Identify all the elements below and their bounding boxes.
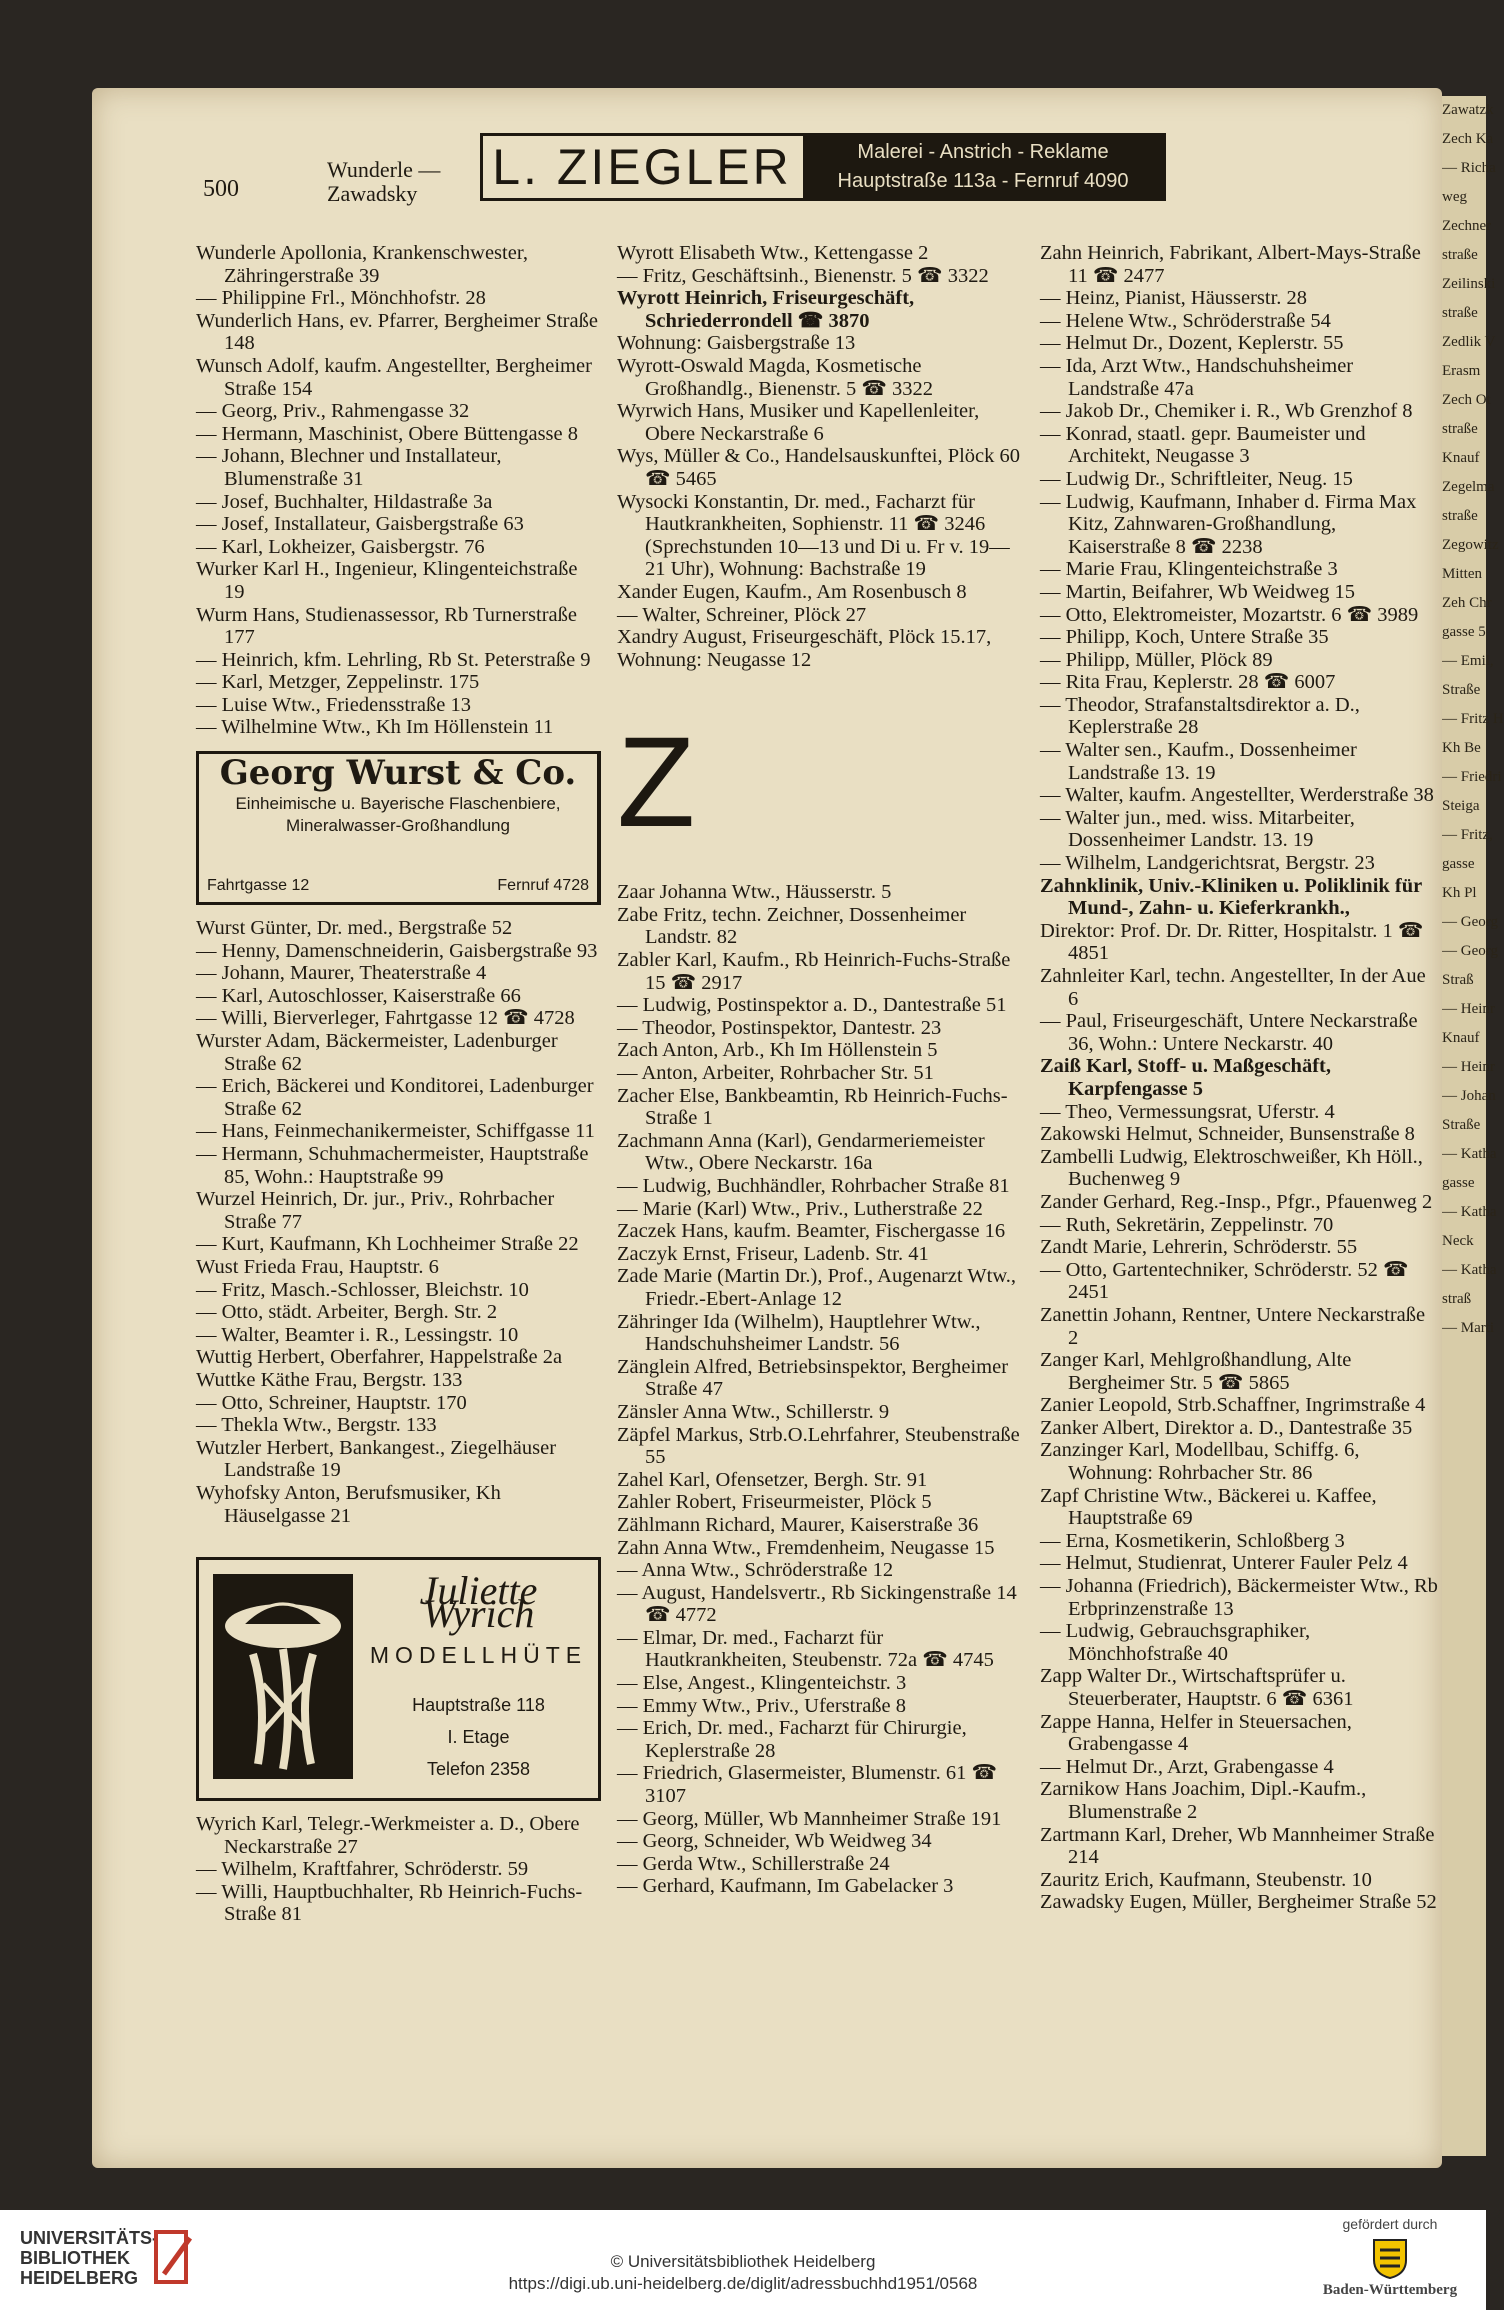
wurst-description: Einheimische u. Bayerische Flaschenbiere, Mineralwasser-Großhandlung [235, 793, 561, 835]
adjacent-page-fragment: — Heinr [1442, 1059, 1495, 1075]
funded-by-label: gefördert durch [1342, 2216, 1438, 2232]
adjacent-page-fragment: Straße [1442, 1117, 1481, 1133]
directory-entry: — Erich, Bäckerei und Konditorei, Ladenburger Straße 62 [196, 1075, 594, 1120]
adjacent-page-fragment: Steiga [1442, 798, 1480, 814]
directory-entry: — Karl, Lokheizer, Gaisbergstr. 76 [196, 535, 485, 558]
adjacent-page-fragment: Kh Be [1442, 740, 1481, 756]
directory-entry: — Helene Wtw., Schröderstraße 54 [1040, 309, 1331, 332]
directory-entry: — Philipp, Müller, Plöck 89 [1040, 648, 1273, 671]
directory-entry: Zaar Johanna Wtw., Häusserstr. 5 [617, 881, 892, 904]
directory-entry: Wurker Karl H., Ingenieur, Klingenteichstraße 19 [196, 558, 578, 603]
directory-entry: Zahnklinik, Univ.-Kliniken u. Poliklinik für Mund-, Zahn- u. Kieferkrankh., [1040, 874, 1422, 920]
directory-entry: Wunsch Adolf, kaufm. Angestellter, Bergheimer Straße 154 [196, 354, 592, 400]
directory-entry: Wurm Hans, Studienassessor, Rb Turnerstraße 177 [196, 603, 577, 649]
entries-col1-a [196, 242, 601, 739]
source-url[interactable]: https://digi.ub.uni-heidelberg.de/diglit/adressbuchhd1951/0568 [508, 2274, 978, 2293]
directory-entry: — Gerhard, Kaufmann, Im Gabelacker 3 [617, 1875, 954, 1898]
directory-entry: — Gerda Wtw., Schillerstraße 24 [617, 1852, 890, 1875]
directory-entry: Zartmann Karl, Dreher, Wb Mannheimer Straße 214 [1040, 1823, 1435, 1869]
directory-entry: Wohnung: Gaisbergstraße 13 [617, 332, 856, 355]
adjacent-page-fragment: straße [1442, 508, 1478, 524]
directory-entry: Wurst Günter, Dr. med., Bergstraße 52 [196, 917, 513, 940]
entries-col1-c [196, 1813, 601, 1926]
directory-entry: Wunderlich Hans, ev. Pfarrer, Bergheimer Straße 148 [196, 309, 598, 355]
directory-entry: — Friedrich, Glasermeister, Blumenstr. 61 ☎ 3107 [617, 1762, 997, 1808]
directory-entry: — Henny, Damenschneiderin, Gaisbergstraße 93 [196, 939, 598, 962]
adjacent-page-fragment: Erasm [1442, 363, 1481, 379]
directory-entry: Zade Marie (Martin Dr.), Prof., Augenarzt Wtw., Friedr.-Ebert-Anlage 12 [617, 1265, 1017, 1310]
entries-col2-a [617, 242, 1027, 671]
directory-entry: — Philipp, Koch, Untere Straße 35 [1040, 626, 1329, 649]
directory-entry: — Johanna (Friedrich), Bäckermeister Wtw., Rb Erbprinzenstraße 13 [1040, 1575, 1438, 1620]
directory-entry: — Philippine Frl., Mönchhofstr. 28 [196, 287, 486, 310]
section-letter: Z [617, 711, 696, 855]
directory-entry: — August, Handelsvertr., Rb Sickingenstraße 14 ☎ 4772 [617, 1581, 1017, 1627]
adjacent-page-fragment: Straße [1442, 682, 1481, 698]
adjacent-page-fragment: Zeh Chr [1442, 595, 1492, 611]
directory-entry: — Otto, Elektromeister, Mozartstr. 6 ☎ 3989 [1040, 603, 1419, 626]
directory-entry: — Paul, Friseurgeschäft, Untere Neckarstraße 36, Wohn.: Untere Neckarstr. 40 [1040, 1010, 1418, 1055]
directory-entry: — Helmut, Studienrat, Unterer Fauler Pelz 4 [1040, 1552, 1408, 1575]
directory-entry: Zahel Karl, Ofensetzer, Bergh. Str. 91 [617, 1468, 928, 1491]
directory-entry: Zählmann Richard, Maurer, Kaiserstraße 36 [617, 1513, 979, 1536]
directory-entry: — Martin, Beifahrer, Wb Weidweg 15 [1040, 580, 1356, 603]
state-name: Baden-Württemberg [1322, 2282, 1458, 2298]
adjacent-page-fragment: Kh Pl [1442, 885, 1477, 901]
library-line: BIBLIOTHEK [20, 2248, 130, 2268]
wurst-address: Fahrtgasse 12 [207, 877, 310, 895]
directory-entry: Zaczek Hans, kaufm. Beamter, Fischergasse 16 [617, 1220, 1006, 1243]
adjacent-page-fragment: — Katha [1442, 1262, 1497, 1278]
directory-entry: — Thekla Wtw., Bergstr. 133 [196, 1414, 437, 1437]
page-number: 500 [203, 176, 239, 202]
wurst-footer [207, 875, 589, 898]
directory-entry: — Josef, Installateur, Gaisbergstraße 63 [196, 513, 524, 536]
funding-credit [1310, 2216, 1470, 2299]
directory-entry: Zäpfel Markus, Strb.O.Lehrfahrer, Steubenstraße 55 [617, 1423, 1020, 1469]
directory-entry: — Johann, Maurer, Theaterstraße 4 [196, 962, 487, 985]
adjacent-page-fragment: Zech Ka [1442, 131, 1494, 147]
adjacent-page-fragment: — Marti [1442, 1320, 1495, 1336]
adjacent-page-fragment: Neck [1442, 1233, 1474, 1249]
adjacent-page-fragment: straß [1442, 1291, 1472, 1307]
directory-entry: Wyrott Heinrich, Friseurgeschäft, Schriederrondell ☎ 3870 [617, 287, 915, 332]
adjacent-page-fragment: Zeilinski [1442, 276, 1496, 292]
directory-entry: — Walter sen., Kaufm., Dossenheimer Landstraße 13. 19 [1040, 739, 1357, 784]
adjacent-page-fragment: Knauf [1442, 450, 1480, 466]
directory-entry: Zambelli Ludwig, Elektroschweißer, Kh Höll., Buchenweg 9 [1040, 1145, 1423, 1191]
directory-entry: — Otto, Schreiner, Hauptstr. 170 [196, 1391, 467, 1414]
adjacent-page-fragment: Zech Ot [1442, 392, 1491, 408]
wurst-advertisement [196, 751, 601, 905]
directory-entry: Zahnleiter Karl, techn. Angestellter, In der Aue 6 [1040, 965, 1426, 1010]
directory-entry: Wysocki Konstantin, Dr. med., Facharzt für Hautkrankheiten, Sophienstr. 11 ☎ 3246 (Sprechstunden 10—13 und Di u. Fr v. 19—21 Uhr), Wohnung: Bachstraße 19 [617, 490, 1010, 581]
directory-entry: Zanettin Johann, Rentner, Untere Neckarstraße 2 [1040, 1303, 1426, 1349]
adjacent-page-fragment: — Fritz, [1442, 827, 1493, 843]
directory-entry: Wurster Adam, Bäckermeister, Ladenburger Straße 62 [196, 1030, 558, 1075]
directory-entry: — Willi, Bierverleger, Fahrtgasse 12 ☎ 4728 [196, 1007, 575, 1030]
directory-entry: — Willi, Hauptbuchhalter, Rb Heinrich-Fuchs-Straße 81 [196, 1880, 583, 1926]
wyrich-title: Juliette Wyrich [419, 1568, 538, 1636]
ziegler-name: L. ZIEGLER [492, 139, 792, 195]
directory-entry: Wuttig Herbert, Oberfahrer, Happelstraße 2a [196, 1346, 563, 1369]
directory-entry: — Ida, Arzt Wtw., Handschuhsheimer Landstraße 47a [1040, 354, 1354, 400]
adjacent-page-fragment: — Emil, [1442, 653, 1494, 669]
directory-entry: — Ludwig, Postinspektor a. D., Dantestraße 51 [617, 994, 1007, 1017]
directory-entry: — Otto, städt. Arbeiter, Bergh. Str. 2 [196, 1301, 498, 1324]
directory-entry: Zander Gerhard, Reg.-Insp., Pfgr., Pfauenweg 2 [1040, 1190, 1433, 1213]
directory-entry: Direktor: Prof. Dr. Dr. Ritter, Hospitalstr. 1 ☎ 4851 [1040, 919, 1424, 965]
directory-entry: Zanzinger Karl, Modellbau, Schiffg. 6, Wohnung: Rohrbacher Str. 86 [1040, 1439, 1360, 1485]
directory-entry: Zaczyk Ernst, Friseur, Ladenb. Str. 41 [617, 1242, 929, 1265]
adjacent-page-fragment: weg [1442, 189, 1467, 205]
wurst-title: Georg Wurst & Co. [219, 753, 577, 794]
ziegler-line1: Malerei - Anstrich - Reklame [857, 141, 1109, 163]
directory-entry: Zähringer Ida (Wilhelm), Hauptlehrer Wtw., Handschuhsheimer Landstr. 56 [617, 1310, 981, 1356]
directory-entry: — Wilhelm, Kraftfahrer, Schröderstr. 59 [196, 1858, 529, 1881]
directory-entry: Wys, Müller & Co., Handelsauskunftei, Plöck 60 ☎ 5465 [617, 445, 1021, 490]
wyrich-phone: Telefon 2358 [426, 1759, 531, 1780]
directory-entry: Zabler Karl, Kaufm., Rb Heinrich-Fuchs-Straße 15 ☎ 2917 [617, 949, 1011, 994]
directory-entry: — Anna Wtw., Schröderstraße 12 [617, 1559, 894, 1582]
directory-entry: Zapp Walter Dr., Wirtschaftsprüfer u. Steuerberater, Hauptstr. 6 ☎ 6361 [1040, 1665, 1354, 1710]
directory-entry: — Hermann, Schuhmachermeister, Hauptstraße 85, Wohn.: Hauptstraße 99 [196, 1143, 589, 1188]
directory-entry: — Emmy Wtw., Priv., Uferstraße 8 [617, 1694, 907, 1717]
adjacent-page-fragment: gasse [1442, 1175, 1475, 1191]
adjacent-page-fragment: — Richa [1442, 160, 1496, 176]
ziegler-line2: Hauptstraße 113a - Fernruf 4090 [837, 170, 1129, 192]
directory-entry: — Erich, Dr. med., Facharzt für Chirurgie, Keplerstraße 28 [617, 1717, 967, 1762]
viewer-footer [0, 2210, 1486, 2310]
directory-entry: — Heinz, Pianist, Häusserstr. 28 [1040, 287, 1308, 310]
column-1 [196, 242, 601, 1926]
directory-entry: — Fritz, Geschäftsinh., Bienenstr. 5 ☎ 3322 [617, 264, 989, 287]
directory-entry: — Elmar, Dr. med., Facharzt für Hautkrankheiten, Steubenstr. 72a ☎ 4745 [617, 1626, 994, 1672]
state-crest-icon [1370, 2236, 1410, 2280]
adjacent-page-fragment: — Johan [1442, 1088, 1496, 1104]
directory-entry: — Kurt, Kaufmann, Kh Lochheimer Straße 22 [196, 1233, 579, 1256]
directory-entry: Xander Eugen, Kaufm., Am Rosenbusch 8 [617, 580, 967, 603]
adjacent-page-fragment: Zegelma [1442, 479, 1495, 495]
library-line: HEIDELBERG [20, 2268, 139, 2288]
directory-entry: Zahler Robert, Friseurmeister, Plöck 5 [617, 1491, 932, 1514]
directory-entry: — Hans, Feinmechanikermeister, Schiffgasse 11 [196, 1120, 595, 1143]
directory-entry: — Helmut Dr., Arzt, Grabengasse 4 [1040, 1755, 1334, 1778]
directory-entry: Zahn Heinrich, Fabrikant, Albert-Mays-Straße 11 ☎ 2477 [1040, 242, 1421, 287]
adjacent-page-fragment: — Friedri [1442, 769, 1502, 785]
directory-entry: Zänsler Anna Wtw., Schillerstr. 9 [617, 1400, 890, 1423]
directory-entry: Wunderle Apollonia, Krankenschwester, Zähringerstraße 39 [196, 242, 528, 287]
directory-entry: Zakowski Helmut, Schneider, Bunsenstraße 8 [1040, 1123, 1415, 1146]
directory-entry: — Ruth, Sekretärin, Zeppelinstr. 70 [1040, 1213, 1334, 1236]
adjacent-page-fragment: straße [1442, 421, 1478, 437]
adjacent-page-fragment: gasse [1442, 856, 1475, 872]
entries-col3 [1040, 242, 1440, 1914]
directory-entry: — Wilhelm, Landgerichtsrat, Bergstr. 23 [1040, 852, 1375, 875]
directory-entry: — Theo, Vermessungsrat, Uferstr. 4 [1040, 1100, 1335, 1123]
directory-entry: Zarnikow Hans Joachim, Dipl.-Kaufm., Blumenstraße 2 [1040, 1778, 1367, 1823]
directory-entry: Wohnung: Neugasse 12 [617, 648, 812, 671]
directory-entry: Zabe Fritz, techn. Zeichner, Dossenheimer Landstr. 82 [617, 903, 967, 949]
directory-entry: — Marie (Karl) Wtw., Priv., Lutherstraße 22 [617, 1197, 983, 1220]
directory-entry: — Erna, Kosmetikerin, Schloßberg 3 [1040, 1529, 1345, 1552]
directory-entry: Zanger Karl, Mehlgroßhandlung, Alte Bergheimer Str. 5 ☎ 5865 [1040, 1349, 1352, 1394]
ziegler-services [803, 136, 1163, 198]
directory-entry: — Wilhelmine Wtw., Kh Im Höllenstein 11 [196, 716, 554, 739]
directory-entry: Wyrich Karl, Telegr.-Werkmeister a. D., Obere Neckarstraße 27 [196, 1813, 580, 1858]
directory-entry: — Georg, Priv., Rahmengasse 32 [196, 400, 470, 423]
adjacent-page-fragment: Straß [1442, 972, 1474, 988]
adjacent-page-fragment: — Katha [1442, 1204, 1497, 1220]
directory-entry: Wutzler Herbert, Bankangest., Ziegelhäuser Landstraße 19 [196, 1436, 557, 1482]
directory-entry: Xandry August, Friseurgeschäft, Plöck 15.17, [617, 626, 992, 649]
adjacent-page-fragment: straße [1442, 247, 1478, 263]
directory-entry: — Marie Frau, Klingenteichstraße 3 [1040, 558, 1338, 581]
adjacent-page-fragment: Knauf [1442, 1030, 1480, 1046]
entries-col1-b [196, 917, 601, 1527]
wyrich-floor: I. Etage [447, 1727, 510, 1748]
directory-entry: — Walter, Beamter i. R., Lessingstr. 10 [196, 1323, 519, 1346]
directory-entry: — Hermann, Maschinist, Obere Büttengasse 8 [196, 422, 579, 445]
directory-entry: — Johann, Blechner und Installateur, Blumenstraße 31 [196, 445, 502, 490]
adjacent-page-fragment: — Georg [1442, 943, 1498, 959]
library-line: UNIVERSITÄTS- [20, 2228, 159, 2248]
directory-entry: Zänglein Alfred, Betriebsinspektor, Bergheimer Straße 47 [617, 1355, 1009, 1401]
wyrich-address: Hauptstraße 118 [412, 1695, 545, 1716]
directory-entry: Wyrott-Oswald Magda, Kosmetische Großhandlg., Bienenstr. 5 ☎ 3322 [617, 354, 934, 400]
directory-entry: — Luise Wtw., Friedensstraße 13 [196, 693, 471, 716]
directory-entry: — Theodor, Strafanstaltsdirektor a. D., Keplerstraße 28 [1040, 693, 1360, 739]
adjacent-page-fragment: Zedlik V [1442, 334, 1496, 350]
directory-entry: — Theodor, Postinspektor, Dantestr. 23 [617, 1016, 942, 1039]
directory-entry: Zachmann Anna (Karl), Gendarmeriemeister Wtw., Obere Neckarstr. 16a [617, 1129, 985, 1175]
wurst-phone: Fernruf 4728 [497, 877, 589, 895]
adjacent-page-fragment: — Fritz H [1442, 711, 1504, 727]
directory-entry: — Otto, Gartentechniker, Schröderstr. 52 ☎ 2451 [1040, 1258, 1409, 1304]
directory-entry: — Anton, Arbeiter, Rohrbacher Str. 51 [617, 1062, 934, 1085]
directory-entry: Zaiß Karl, Stoff- u. Maßgeschäft, Karpfengasse 5 [1040, 1055, 1331, 1100]
adjacent-page-fragment: gasse 5 [1442, 624, 1486, 640]
adjacent-page-edge [1442, 96, 1504, 2156]
directory-entry: Zanker Albert, Direktor a. D., Dantestraße 35 [1040, 1416, 1413, 1439]
directory-entry: — Walter, kaufm. Angestellter, Werderstraße 38 [1040, 784, 1434, 807]
directory-entry: — Walter jun., med. wiss. Mitarbeiter, Dossenheimer Landstr. 13. 19 [1040, 806, 1355, 852]
adjacent-page-fragment: — Katha [1442, 1146, 1497, 1162]
ziegler-advertisement [480, 133, 1166, 201]
directory-entry: Wyrwich Hans, Musiker und Kapellenleiter, Obere Neckarstraße 6 [617, 400, 980, 445]
directory-entry: Zahn Anna Wtw., Fremdenheim, Neugasse 15 [617, 1536, 995, 1559]
directory-entry: — Josef, Buchhalter, Hildastraße 3a [196, 490, 493, 513]
copyright: © Universitätsbibliothek Heidelberg [610, 2252, 876, 2271]
directory-entry: Zanier Leopold, Strb.Schaffner, Ingrimstraße 4 [1040, 1394, 1426, 1417]
directory-entry: — Ludwig, Buchhändler, Rohrbacher Straße 81 [617, 1175, 1010, 1197]
directory-entry: — Georg, Schneider, Wb Weidweg 34 [617, 1830, 932, 1853]
wyrich-advertisement [196, 1557, 601, 1801]
directory-entry: — Georg, Müller, Wb Mannheimer Straße 191 [617, 1807, 1002, 1830]
directory-entry: Zandt Marie, Lehrerin, Schröderstr. 55 [1040, 1236, 1358, 1259]
directory-entry: Wust Frieda Frau, Hauptstr. 6 [196, 1255, 439, 1278]
directory-entry: Zappe Hanna, Helfer in Steuersachen, Grabengasse 4 [1040, 1710, 1352, 1756]
directory-entry: — Karl, Metzger, Zeppelinstr. 175 [196, 671, 480, 694]
directory-entry: Wyhofsky Anton, Berufsmusiker, Kh Häuselgasse 21 [196, 1481, 501, 1527]
directory-entry: — Konrad, staatl. gepr. Baumeister und Architekt, Neugasse 3 [1040, 422, 1366, 468]
directory-entry: — Ludwig, Gebrauchsgraphiker, Mönchhofstraße 40 [1040, 1620, 1311, 1665]
directory-entry: — Rita Frau, Keplerstr. 28 ☎ 6007 [1040, 671, 1336, 694]
directory-entry: Zach Anton, Arb., Kh Im Höllenstein 5 [617, 1039, 938, 1062]
directory-entry: — Karl, Autoschlosser, Kaiserstraße 66 [196, 984, 521, 1007]
entries-col2-b [617, 881, 1027, 1898]
directory-entry: Zauritz Erich, Kaufmann, Steubenstr. 10 [1040, 1868, 1372, 1891]
adjacent-page-fragment: straße [1442, 305, 1478, 321]
page-name-range [327, 158, 440, 206]
column-2 [617, 242, 1027, 1898]
adjacent-page-fragment: Zegowitz [1442, 537, 1499, 553]
adjacent-page-fragment: Zechner [1442, 218, 1492, 234]
adjacent-page-fragment: Zawatzk [1442, 102, 1494, 118]
adjacent-page-fragment: — Heinr [1442, 1001, 1495, 1017]
directory-entry: Zawadsky Eugen, Müller, Bergheimer Straße 52 [1040, 1891, 1437, 1914]
directory-entry: — Else, Angest., Klingenteichstr. 3 [617, 1672, 907, 1695]
directory-entry: Wuttke Käthe Frau, Bergstr. 133 [196, 1368, 463, 1391]
range-bottom: Zawadsky [327, 181, 418, 206]
range-top: Wunderle — [327, 157, 441, 182]
directory-entry: — Walter, Schreiner, Plöck 27 [617, 603, 867, 626]
directory-entry: Wyrott Elisabeth Wtw., Kettengasse 2 [617, 242, 929, 264]
directory-entry: — Ludwig, Kaufmann, Inhaber d. Firma Max Kitz, Zahnwaren-Großhandlung, Kaiserstraße 8 ☎ 2238 [1040, 490, 1417, 558]
wyrich-subtitle: MODELLHÜTE [369, 1642, 588, 1669]
directory-entry: Zacher Else, Bankbeamtin, Rb Heinrich-Fuchs-Straße 1 [617, 1084, 1008, 1130]
directory-entry: — Helmut Dr., Dozent, Keplerstr. 55 [1040, 332, 1344, 355]
directory-entry: — Heinrich, kfm. Lehrling, Rb St. Peterstraße 9 [196, 648, 591, 671]
directory-entry: Zapf Christine Wtw., Bäckerei u. Kaffee, Hauptstraße 69 [1040, 1484, 1377, 1530]
hat-illustration-icon [213, 1574, 353, 1779]
adjacent-page-fragment: Mitten [1442, 566, 1482, 582]
directory-entry: — Fritz, Masch.-Schlosser, Bleichstr. 10 [196, 1278, 529, 1301]
directory-entry: — Jakob Dr., Chemiker i. R., Wb Grenzhof 8 [1040, 400, 1413, 423]
column-3 [1040, 242, 1440, 1914]
directory-entry: — Ludwig Dr., Schriftleiter, Neug. 15 [1040, 467, 1353, 490]
adjacent-page-fragment: — Georg [1442, 914, 1498, 930]
directory-entry: Wurzel Heinrich, Dr. jur., Priv., Rohrbacher Straße 77 [196, 1188, 555, 1233]
